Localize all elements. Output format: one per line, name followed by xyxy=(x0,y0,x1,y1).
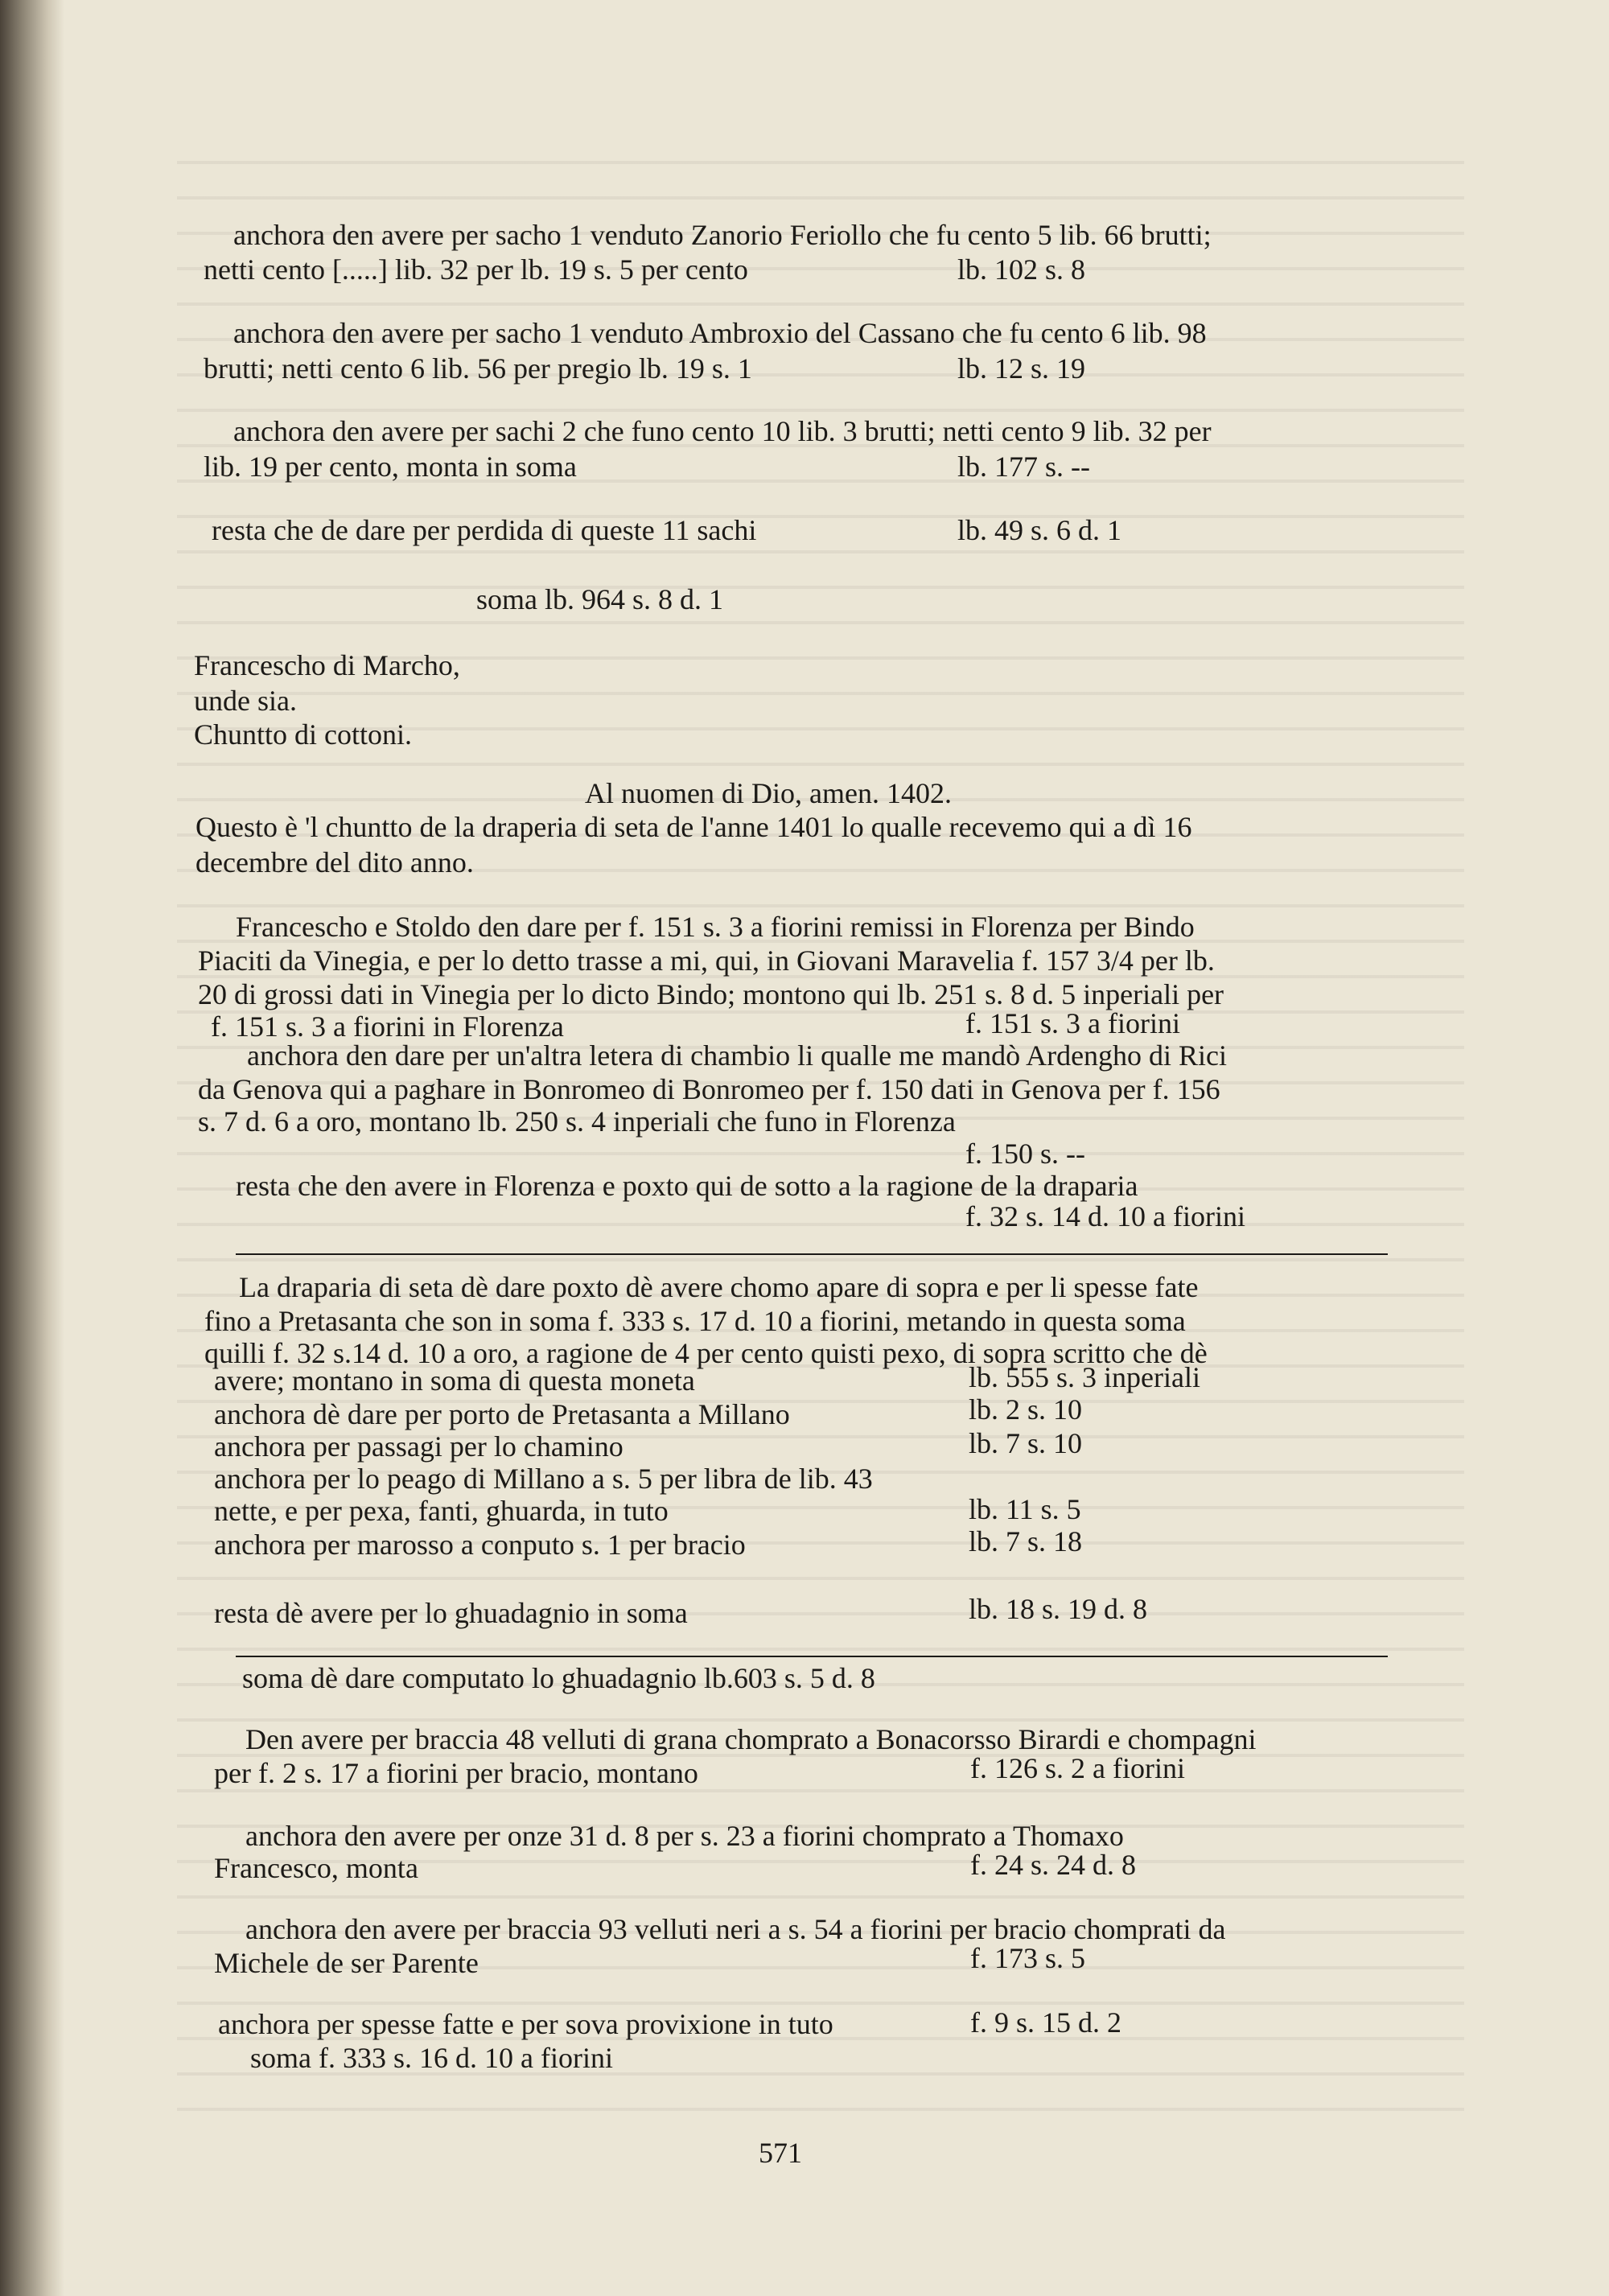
divider-rule xyxy=(236,1656,1388,1657)
text-line: anchora den dare per un'altra letera di chambio li qualle me mandò Ardengho di Rici xyxy=(247,1039,1228,1072)
document-header: Francescho di Marcho, xyxy=(194,649,460,681)
list-item: anchora per lo peago di Millano a s. 5 per libra de lib. 43 xyxy=(214,1463,873,1495)
list-item: anchora per marosso a conputo s. 1 per bracio xyxy=(214,1529,746,1561)
text-line: netti cento [.....] lib. 32 per lb. 19 s. 5 per cento xyxy=(204,253,748,286)
list-item: anchora per passagi per lo chamino xyxy=(214,1430,623,1463)
text-line: fino a Pretasanta che son in soma f. 333 s. 17 d. 10 a fiorini, metando in questa soma xyxy=(204,1305,1186,1337)
divider-rule xyxy=(236,1253,1388,1255)
invocation: Al nuomen di Dio, amen. 1402. xyxy=(585,777,952,809)
text-line: anchora den avere per braccia 93 velluti neri a s. 54 a fiorini per bracio chomprati da xyxy=(245,1913,1226,1945)
text-line: anchora den avere per onze 31 d. 8 per s. 23 a fiorini chomprato a Thomaxo xyxy=(245,1820,1124,1852)
list-item: anchora dè dare per porto de Pretasanta a Millano xyxy=(214,1398,790,1430)
text-line: Den avere per braccia 48 velluti di grana chomprato a Bonacorsso Birardi e chompagni xyxy=(245,1723,1257,1755)
text-line: 20 di grossi dati in Vinegia per lo dicto Bindo; montono qui lb. 251 s. 8 d. 5 inperiali per xyxy=(198,978,1224,1010)
amount: lb. 555 s. 3 inperiali xyxy=(969,1361,1200,1393)
soma-total: soma dè dare computato lo ghuadagnio lb.603 s. 5 d. 8 xyxy=(242,1662,875,1694)
text-line: anchora den avere per sacho 1 venduto Ambroxio del Cassano che fu cento 6 lib. 98 xyxy=(233,317,1207,349)
text-line: brutti; netti cento 6 lib. 56 per pregio lb. 19 s. 1 xyxy=(204,352,752,385)
amount: lb. 177 s. -- xyxy=(957,451,1090,483)
text-line: resta che den avere in Florenza e poxto qui de sotto a la ragione de la draparia xyxy=(236,1170,1138,1202)
amount: f. 150 s. -- xyxy=(965,1138,1085,1170)
amount: lb. 7 s. 18 xyxy=(969,1525,1083,1557)
text-line: anchora per spesse fatte e per sova provixione in tuto xyxy=(218,2008,833,2040)
text-line: decembre del dito anno. xyxy=(195,846,474,878)
text-line: per f. 2 s. 17 a fiorini per bracio, montano xyxy=(214,1757,698,1789)
text-line: anchora den avere per sachi 2 che funo cento 10 lib. 3 brutti; netti cento 9 lib. 32 per xyxy=(233,415,1212,447)
amount: lb. 2 s. 10 xyxy=(969,1393,1083,1426)
amount: f. 32 s. 14 d. 10 a fiorini xyxy=(965,1200,1245,1232)
amount: lb. 12 s. 19 xyxy=(957,352,1086,385)
soma-total: soma lb. 964 s. 8 d. 1 xyxy=(476,583,724,615)
document-header: unde sia. xyxy=(194,685,297,717)
text-line: Francesco, monta xyxy=(214,1852,418,1884)
amount: lb. 7 s. 10 xyxy=(969,1427,1083,1459)
text-line: resta che de dare per perdida di queste 11 sachi xyxy=(212,514,757,546)
text-line: s. 7 d. 6 a oro, montano lb. 250 s. 4 inperiali che funo in Florenza xyxy=(198,1105,956,1138)
amount: lb. 49 s. 6 d. 1 xyxy=(957,514,1122,546)
text-line: resta dè avere per lo ghuadagnio in soma xyxy=(214,1597,688,1629)
amount: lb. 102 s. 8 xyxy=(957,253,1086,286)
amount: f. 9 s. 15 d. 2 xyxy=(970,2006,1121,2039)
amount: f. 24 s. 24 d. 8 xyxy=(970,1849,1136,1881)
text-line: quilli f. 32 s.14 d. 10 a oro, a ragione de 4 per cento quisti pexo, di sopra scritto che dè xyxy=(204,1337,1208,1369)
text-line: Piaciti da Vinegia, e per lo detto trasse a mi, qui, in Giovani Maravelia f. 157 3/4 per lb. xyxy=(198,944,1215,977)
amount: lb. 18 s. 19 d. 8 xyxy=(969,1593,1148,1625)
text-line: avere; montano in soma di questa moneta xyxy=(214,1364,695,1397)
list-item: nette, e per pexa, fanti, ghuarda, in tuto xyxy=(214,1495,669,1527)
amount: f. 151 s. 3 a fiorini xyxy=(965,1007,1180,1039)
document-header: Chuntto di cottoni. xyxy=(194,718,413,751)
amount: f. 126 s. 2 a fiorini xyxy=(970,1752,1185,1784)
text-line: anchora den avere per sacho 1 venduto Zanorio Feriollo che fu cento 5 lib. 66 brutti; xyxy=(233,219,1212,251)
text-line: f. 151 s. 3 a fiorini in Florenza xyxy=(211,1010,564,1043)
page-number: 571 xyxy=(759,2137,802,2169)
amount: lb. 11 s. 5 xyxy=(969,1493,1081,1525)
text-line: lib. 19 per cento, monta in soma xyxy=(204,451,577,483)
text-line: Francescho e Stoldo den dare per f. 151 s. 3 a fiorini remissi in Florenza per Bindo xyxy=(236,911,1195,943)
text-line: da Genova qui a paghare in Bonromeo di Bonromeo per f. 150 dati in Genova per f. 156 xyxy=(198,1073,1220,1105)
text-line: Questo è 'l chuntto de la draperia di seta de l'anne 1401 lo qualle recevemo qui a dì 16 xyxy=(195,811,1192,843)
text-line: Michele de ser Parente xyxy=(214,1947,479,1979)
soma-total: soma f. 333 s. 16 d. 10 a fiorini xyxy=(250,2042,613,2074)
amount: f. 173 s. 5 xyxy=(970,1942,1085,1974)
text-line: La draparia di seta dè dare poxto dè avere chomo apare di sopra e per li spesse fate xyxy=(239,1271,1199,1303)
